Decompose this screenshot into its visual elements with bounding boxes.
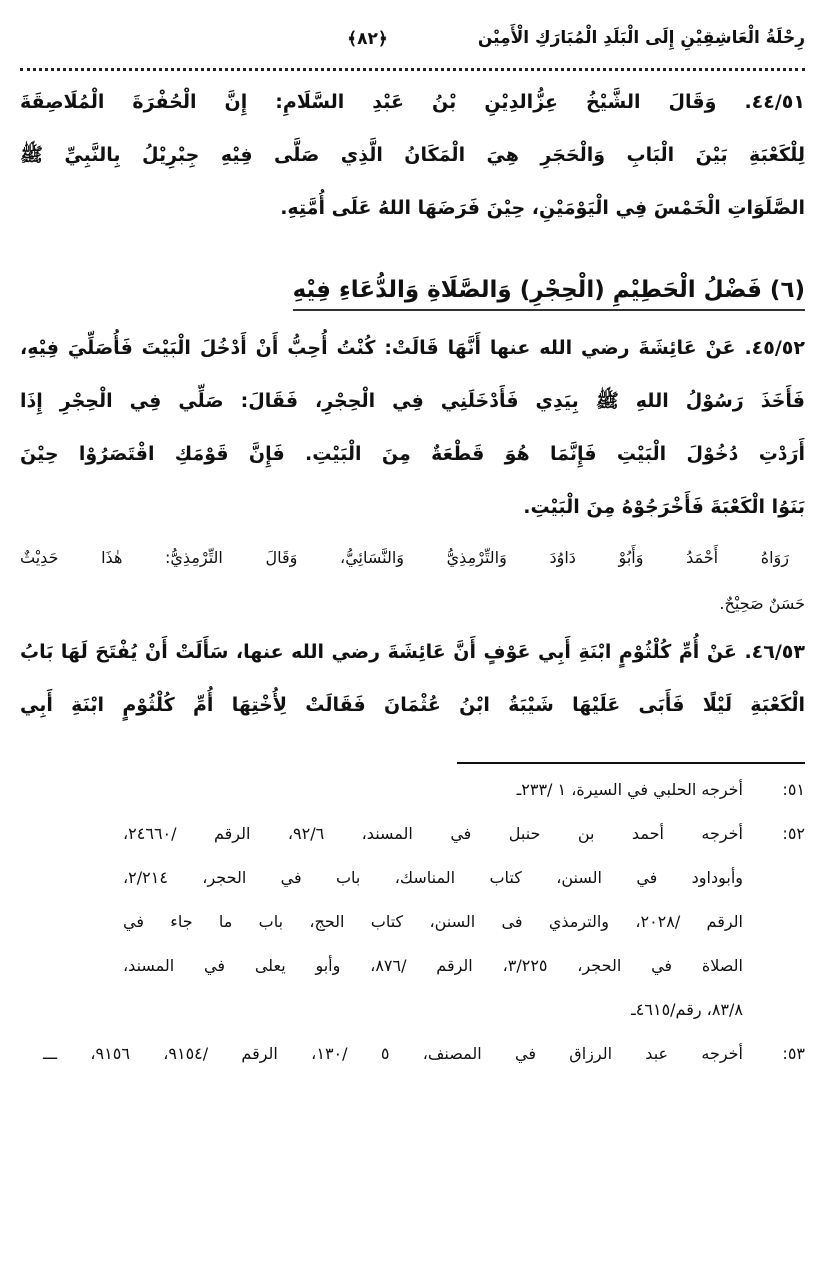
footnote-text: أخرجه أحمد بن حنبل في المسند، ٩٢/٦، الرقم /٢٤٦٦٠،: [123, 824, 743, 843]
footnote-divider: [457, 762, 805, 764]
footnote-number: ٥٣:: [782, 1044, 805, 1063]
footnote-51: [20, 776, 805, 804]
text-line: بَنَوُا الْكَعْبَةَ فَأَخْرَجُوْهُ مِنَ الْبَيْتِ.: [523, 496, 805, 518]
footnote-text: الصلاة في الحجر، ٣/٢٢٥، الرقم /٨٧٦، وأبو يعلى في المسند،: [123, 956, 744, 975]
text-line: الْكَعْبَةِ لَيْلًا فَأَبَى عَلَيْهَا شَيْبَةُ ابْنُ عُثْمَانَ فَقَالَتْ لِأُخْتِهَا أُمِّ كُلْثُوْمٍ ابْنَةِ أَبِي: [20, 694, 805, 716]
main-text: [20, 85, 805, 722]
footnote-53: [20, 1040, 805, 1068]
footnote-52: [20, 820, 805, 1024]
footnote-number: ٥١:: [782, 780, 805, 799]
book-title: رِحْلَةُ الْعَاشِقِيْنِ إِلَى الْبَلَدِ الْمُبَارَكِ الْأَمِيْن: [477, 28, 805, 48]
footnote-text: أخرجه الحلبي في السيرة، ١ /٢٣٣ـ: [516, 780, 743, 799]
section-heading-wrap: [20, 277, 805, 311]
text-line: فَأَخَذَ رَسُوْلُ اللهِ ﷺ بِيَدِي فَأَدْخَلَنِي فِي الْحِجْرِ، فَقَالَ: صَلِّي فِي الْحِجْرِ إِذَا: [20, 390, 805, 412]
footnote-number: ٥٢:: [782, 824, 805, 843]
riwayah-line: رَوَاهُ أَحْمَدُ وَأَبُوْ دَاوُدَ وَالتِّرْمِذِيُّ وَالنَّسَائِيُّ، وَقَالَ التِّرْمِذِيُّ: هٰذَا حَدِيْثٌ: [20, 548, 789, 567]
footnote-text: وأبوداود في السنن، كتاب المناسك، باب في الحجر، ٢/٢١٤،: [123, 868, 743, 887]
footnotes: [20, 776, 805, 1068]
footnote-text: ٨٣/٨، رقم/٤٦١٥ـ: [631, 1000, 743, 1019]
footnote-text: الرقم /٢٠٢٨، والترمذي فى السنن، كتاب الحج، باب ما جاء في: [123, 912, 743, 931]
footnote-text: أخرجه عبد الرزاق في المصنف، ٥ /١٣٠، الرقم /٩١٥٤، ٩١٥٦، ـــ: [43, 1044, 744, 1063]
text-line: ٤٤/٥١. وَقَالَ الشَّيْخُ عِزُّالدِيْنِ بْنُ عَبْدِ السَّلَامِ: إِنَّ الْحُفْرَةَ الْمُلَاصِقَةَ: [20, 91, 805, 113]
page-header: [20, 18, 805, 58]
text-line: لِلْكَعْبَةِ بَيْنَ الْبَابِ وَالْحَجَرِ هِيَ الْمَكَانُ الَّذِي صَلَّى فِيْهِ جِبْرِيْلُ بِالنَّبِيِّ ﷺ: [20, 144, 805, 166]
section-heading: (٦) فَضْلُ الْحَطِيْمِ (الْحِجْرِ) وَالصَّلَاةِ وَالدُّعَاءِ فِيْهِ: [293, 277, 805, 311]
text-line: ٤٦/٥٣. عَنْ أُمِّ كُلْثُوْمٍ ابْنَةِ أَبِي عَوْفٍ أَنَّ عَائِشَةَ رضي الله عنها، سَأَلَتْ أَنْ يُفْتَحَ لَهَا بَابُ: [20, 641, 805, 663]
header-divider: [20, 68, 805, 71]
page-number: ﴿٨٢﴾: [347, 28, 388, 49]
text-line: أَرَدْتِ دُخُوْلَ الْبَيْتِ فَإِنَّمَا هُوَ قَطْعَةٌ مِنَ الْبَيْتِ. فَإِنَّ قَوْمَكِ اقْتَصَرُوْا حِيْنَ: [20, 443, 805, 465]
text-line: ٤٥/٥٢. عَنْ عَائِشَةَ رضي الله عنها أَنَّهَا قَالَتْ: كُنْتُ أُحِبُّ أَنْ أَدْخُلَ الْبَيْتَ فَأُصَلِّيَ فِيْهِ،: [20, 337, 805, 359]
riwayah-line: حَسَنٌ صَحِيْحٌ.: [719, 594, 805, 613]
text-line: الصَّلَوَاتِ الْخَمْسَ فِي الْيَوْمَيْنِ، حِيْنَ فَرَضَهَا اللهُ عَلَى أُمَّتِهِ.: [280, 197, 805, 219]
